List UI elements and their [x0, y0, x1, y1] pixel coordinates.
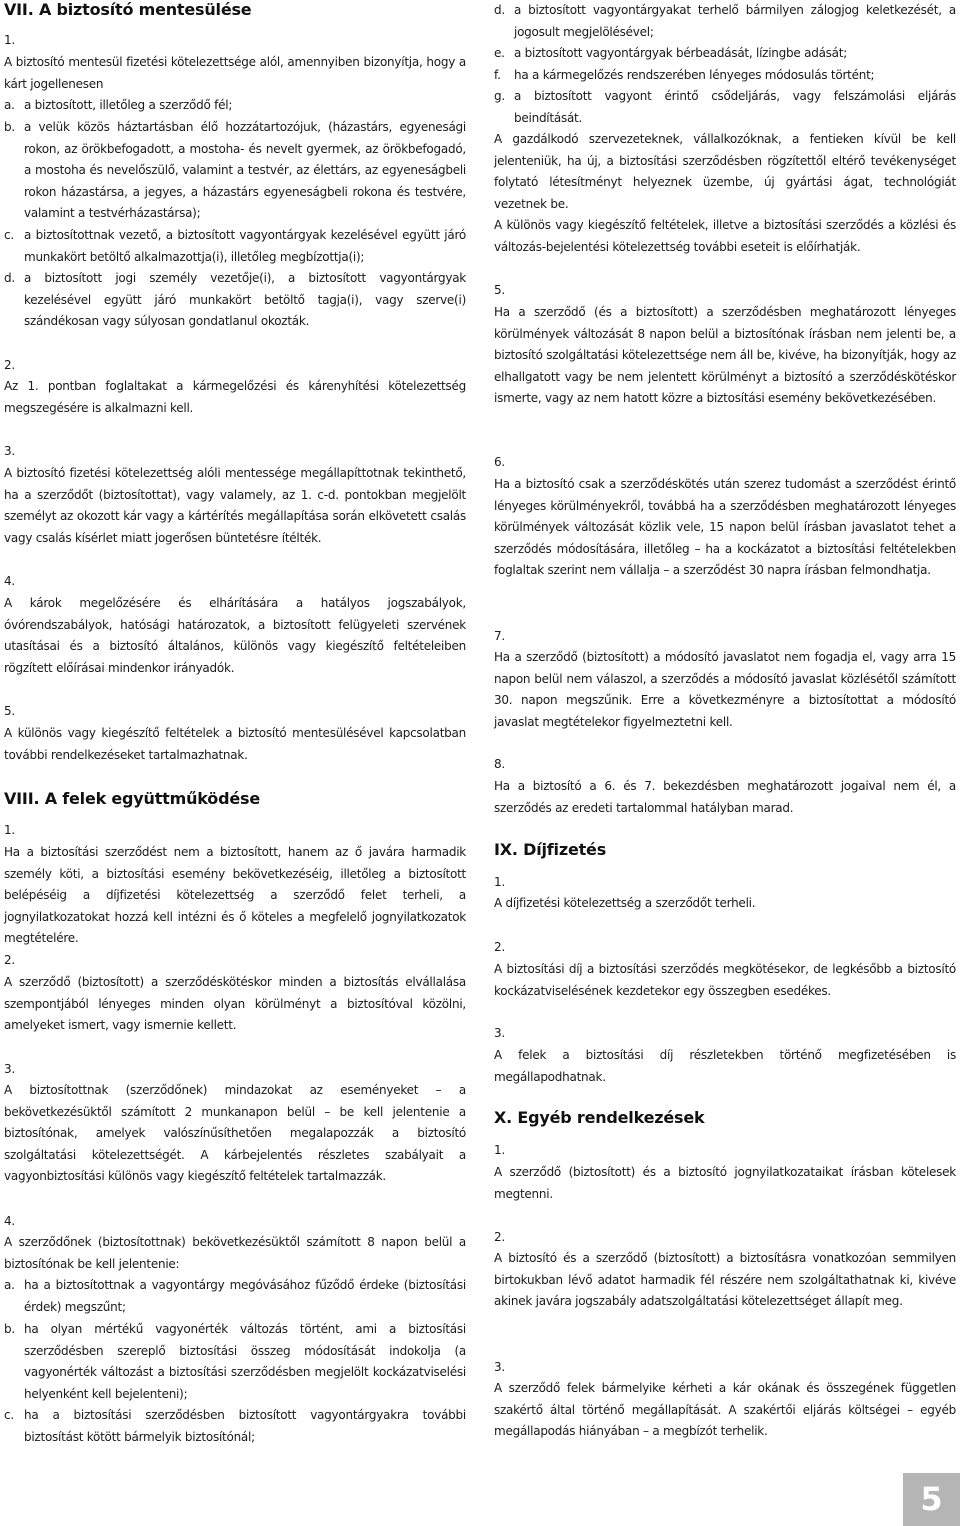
list-item [4, 225, 466, 268]
paragraph-text: Ha a biztosító a 6. és 7. bekezdésben meghatározott jogaival nem él, a szerződés az eredeti tartalommal hatályban marad. [494, 779, 956, 815]
paragraph-number: 5. [494, 283, 505, 297]
list-item-letter: g. [494, 89, 505, 103]
paragraph-number: 4. [4, 574, 15, 588]
list-item [494, 65, 956, 87]
list-item [4, 95, 466, 117]
paragraph-text: A biztosító és a szerződő (biztosított) a biztosításra vonatkozóan semmilyen birtokukban lévő adatot harmadik fél részére nem szolgáltathatnak ki, kivéve akinek javára jogszabály adatszolgáltatási kötelezettséget állapít meg. [494, 1251, 956, 1309]
paragraph-text: A szerződőnek (biztosítottnak) bekövetkezésüktől számított 8 napon belül a biztosítónak be kell jelentenie: [4, 1235, 466, 1271]
paragraph-number: 2. [4, 953, 15, 967]
list-item-text: a biztosított jogi személy vezetője(i), a biztosított vagyontárgyak kezelésével együtt járó munkakört betöltő tagja(i), vagy szerve(i) szándékosan vagy súlyosan gondatlanul okozták. [24, 271, 466, 329]
list-item [494, 43, 956, 65]
paragraph-text: A biztosítási díj a biztosítási szerződés megkötésekor, de legkésőbb a biztosító kockázatviselésének kezdetekor egy összegben esedékes. [494, 962, 956, 998]
paragraph-text: A biztosító fizetési kötelezettség alóli mentessége megállapíttotnak tekinthető, ha a szerződőt (biztosítottat), vagy valamely, az 1. c-d. pontokban megjelölt személyt az okozott kár vagy a kártérítés megállapítása során elkövetett csalás vagy csalás kísérlet miatt jogerősen büntetésre ítélték. [4, 466, 466, 545]
paragraph-number: 3. [494, 1026, 505, 1040]
paragraph-number: 1. [4, 33, 15, 47]
list-item-letter: d. [4, 271, 15, 285]
list-item-text: a biztosított vagyontárgyak bérbeadását, lízingbe adását; [514, 46, 848, 60]
paragraph-text: A szerződő felek bármelyike kérheti a kár okának és összegének független szakértő által történő megállapítását. A szakértői eljárás költségei – egyéb megállapodás hiányában – a megbízót terhelik. [494, 1381, 956, 1439]
list-item-letter: b. [4, 120, 15, 134]
paragraph-number: 3. [494, 1360, 505, 1374]
list-item-letter: e. [494, 46, 505, 60]
paragraph-text: Ha a szerződő (és a biztosított) a szerződésben meghatározott lényeges körülmények változását 8 napon belül a biztosítónak írásban nem jelenti be, a biztosító szolgáltatási kötelezettsége nem áll be, kivéve, ha bizonyítják, hogy az elhallgatott vagy be nem jelentett körülményt a biztosító a szerződéskötéskor ismerte, vagy az nem hatott közre a biztosítási esemény bekövetkezésében. [494, 305, 956, 406]
list-item [4, 1275, 466, 1318]
paragraph-number: 2. [4, 358, 15, 372]
list-item-text: a biztosított vagyontárgyakat terhelő bármilyen zálogjog keletkezését, a jogosult megjelölésével; [514, 3, 956, 39]
list-item-text: a biztosított, illetőleg a szerződő fél; [24, 98, 233, 112]
list-item-text: ha olyan mértékű vagyonérték változás történt, ami a biztosítási szerződésben szereplő biztosítási összeg módosítását indokolja (a vagyonérték változást a biztosítási szerződésben megjelölt kockázatviselési helyenként kell bejelenteni); [24, 1322, 466, 1401]
paragraph-number: 3. [4, 1062, 15, 1076]
paragraph-number: 1. [494, 1143, 505, 1157]
list-item-letter: a. [4, 1278, 15, 1292]
section-heading: IX. Díjfizetés [494, 840, 607, 859]
list-item [4, 1319, 466, 1405]
list-item [494, 0, 956, 43]
list-item-letter: a. [4, 98, 15, 112]
paragraph-text: Ha a biztosítási szerződést nem a biztosított, hanem az ő javára harmadik személy köti, a biztosítási esemény bekövetkezéséig, illetőleg a biztosított belépéséig a díjfizetési kötelezettség a szerződő felet terheli, a jognyilatkozatokat hozzá kell intézni és ő köteles a megfelelő jognyilatkozatok megtételére. [4, 845, 466, 946]
paragraph-number: 1. [494, 875, 505, 889]
paragraph-text: A szerződő (biztosított) a szerződéskötéskor minden a biztosítás elvállalása szempontjából lényeges minden olyan körülményt a biztosítóval közölni, amelyeket ismert, vagy ismernie kellett. [4, 975, 466, 1033]
list-item-letter: c. [4, 1408, 14, 1422]
paragraph-number: 2. [494, 1230, 505, 1244]
paragraph-text: A különös vagy kiegészítő feltételek a biztosító mentesülésével kapcsolatban további rendelkezéseket tartalmazhatnak. [4, 726, 466, 762]
paragraph-number: 3. [4, 444, 15, 458]
paragraph-text: A biztosító mentesül fizetési kötelezettsége alól, amennyiben bizonyítja, hogy a kárt jogellenesen [4, 55, 466, 91]
list-item-letter: c. [4, 228, 14, 242]
paragraph-number: 2. [494, 940, 505, 954]
list-item-letter: f. [494, 68, 501, 82]
paragraph-text: A díjfizetési kötelezettség a szerződőt terheli. [494, 896, 756, 910]
section-heading: X. Egyéb rendelkezések [494, 1108, 705, 1127]
list-item [4, 268, 466, 333]
paragraph-number: 5. [4, 704, 15, 718]
list-item-text: a velük közös háztartásban élő hozzátartozójuk, (házastárs, egyenesági rokon, az örökbefogadott, a mostoha- és nevelt gyermek, az örökbefogadó, a mostoha és nevelőszülő, valamint a testvér, az élettárs, az egyeneságbeli rokon házastársa, a jegyes, a házastárs egyeneságbeli rokona és testvére, valamint a testvérházastársa); [24, 120, 466, 221]
page-number-badge: 5 [903, 1473, 960, 1526]
paragraph-number: 8. [494, 757, 505, 771]
paragraph-text: Ha a biztosító csak a szerződéskötés után szerez tudomást a szerződést érintő lényeges körülményekről, továbbá ha a szerződésben meghatározott lényeges körülmények változását közlik vele, 15 napon belül írásban javaslatot tehet a szerződés módosítására, illetőleg – ha a kockázatot a biztosítási feltételekben foglaltak szerint nem vállalja – a szerződést 30 napra írásban felmondhatja. [494, 477, 956, 578]
list-item-letter: b. [4, 1322, 15, 1336]
paragraph-number: 6. [494, 455, 505, 469]
paragraph-text: A gazdálkodó szervezeteknek, vállalkozóknak, a fentieken kívül be kell jelenteniük, ha új, a biztosítási szerződésben rögzítettől eltérő tevékenységet folytató létesítményt helyeznek üzembe, új gyártási ágat, technológiát vezetnek be. [494, 132, 956, 211]
list-item-text: a biztosított vagyont érintő csődeljárás, vagy felszámolási eljárás beindítását. [514, 89, 956, 125]
list-item [4, 1405, 466, 1448]
paragraph-text: Ha a szerződő (biztosított) a módosító javaslatot nem fogadja el, vagy arra 15 napon belül nem válaszol, a szerződés a módosító javaslat közlésétől számított 30. napon megszűnik. Erre a következményre a biztosítottat a módosító javaslat megtételekor figyelmeztetni kell. [494, 650, 956, 729]
list-item-letter: d. [494, 3, 505, 17]
section-heading: VIII. A felek együttműködése [4, 789, 260, 808]
paragraph-text: A biztosítottnak (szerződőnek) mindazokat az eseményeket – a bekövetkezésüktől számított 2 munkanapon belül – be kell jelentenie a biztosítónak, amelyek valószínűsíthetően megalapozzák a biztosító szolgáltatási kötelezettségét. A kárbejelentés részletes szabályait a vagyonbiztosítási különös vagy kiegészítő feltételek tartalmazzák. [4, 1083, 466, 1184]
list-item-text: ha a biztosítási szerződésben biztosított vagyontárgyakra további biztosítást kötött bármelyik biztosítónál; [24, 1408, 466, 1444]
paragraph-text: A felek a biztosítási díj részletekben történő megfizetésében is megállapodhatnak. [494, 1048, 956, 1084]
list-item-text: a biztosítottnak vezető, a biztosított vagyontárgyak kezelésével együtt járó munkakört betöltő alkalmazottja(i), illetőleg megbízottja(i); [24, 228, 466, 264]
list-item-text: ha a kármegelőzés rendszerében lényeges módosulás történt; [514, 68, 875, 82]
paragraph-text: A károk megelőzésére és elhárítására a hatályos jogszabályok, óvórendszabályok, hatósági határozatok, a biztosított felügyeleti szervének utasításai és a biztosító általános, különös vagy kiegészítő feltételeiben rögzített előírásai mindenkor irányadók. [4, 596, 466, 675]
paragraph-text: A különös vagy kiegészítő feltételek, illetve a biztosítási szerződés a közlési és változás-bejelentési kötelezettség további eseteit is előírhatják. [494, 218, 956, 254]
paragraph-text: A szerződő (biztosított) és a biztosító jognyilatkozataikat írásban kötelesek megtenni. [494, 1165, 956, 1201]
list-item [4, 117, 466, 225]
paragraph-number: 7. [494, 629, 505, 643]
paragraph-text: Az 1. pontban foglaltakat a kármegelőzési és kárenyhítési kötelezettség megszegésére is alkalmazni kell. [4, 379, 466, 415]
section-heading: VII. A biztosító mentesülése [4, 0, 252, 19]
list-item [494, 86, 956, 129]
paragraph-number: 1. [4, 823, 15, 837]
list-item-text: ha a biztosítottnak a vagyontárgy megóvásához fűződő érdeke (biztosítási érdek) megszűnt; [24, 1278, 466, 1314]
paragraph-number: 4. [4, 1214, 15, 1228]
